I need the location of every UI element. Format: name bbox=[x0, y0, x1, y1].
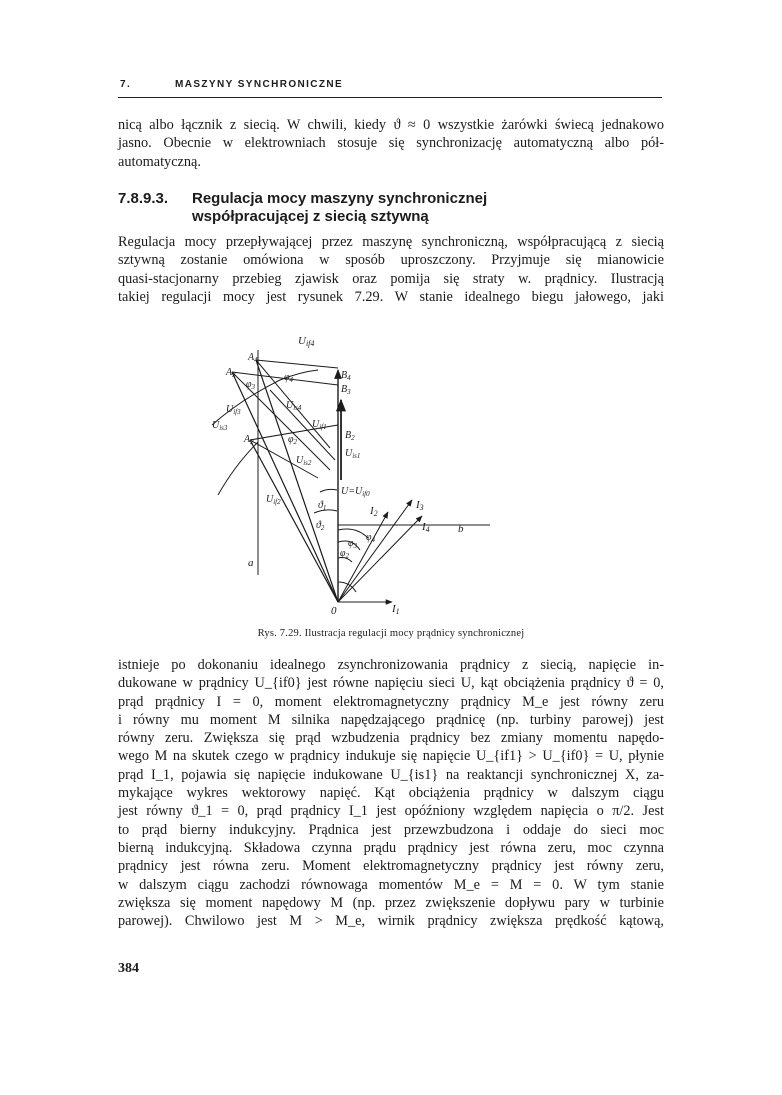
chapter-number: 7. bbox=[120, 79, 132, 90]
text-line: to prąd bierny indukcyjny. Prądnica jest przewzbudzona i oddaje do sieci moc bbox=[118, 821, 664, 838]
vector-Uis4 bbox=[256, 360, 338, 368]
label-Uis1: $U_{is1}$ bbox=[345, 448, 361, 460]
text-line: równy zeru. Zwiększa się prąd wzbudzenia prądnicy bez zmiany momentu napędo- bbox=[118, 730, 664, 747]
section-title-line-2: współpracującej z siecią sztywną bbox=[192, 208, 429, 225]
phasor-diagram bbox=[200, 330, 500, 625]
label-Uif1: $U_{if1}$ bbox=[312, 419, 327, 431]
label-I2: I2 bbox=[370, 505, 378, 518]
label-a: a bbox=[248, 557, 254, 569]
label-I1: I1 bbox=[392, 603, 400, 616]
text-line: bierną indukcyjną. Składowa czynna prądu prądnicy jest równa zeru, moc czynna bbox=[118, 839, 664, 856]
header-rule bbox=[118, 97, 662, 98]
text-line: Regulacja mocy przepływającej przez maszynę synchroniczną, współpracującą z siecią bbox=[118, 234, 664, 250]
section-heading bbox=[118, 190, 664, 226]
label-theta2: $ϑ_2$ bbox=[316, 520, 325, 532]
text-line: zwiększa się moment napędowy M (np. przez zwiększenie dopływu pary w turbinie bbox=[118, 894, 664, 911]
text-line: jest równy ϑ_1 = 0, prąd prądnicy I_1 jest opóźniony względem napięcia o π/2. Jest bbox=[118, 803, 664, 820]
label-B4: $B_4$ bbox=[341, 370, 351, 382]
body-paragraph bbox=[118, 656, 664, 930]
text-line: prąd I_1, pojawia się napięcie indukowane U_{is1} na reaktancji synchronicznej X, za- bbox=[118, 766, 664, 783]
arc-phi4 bbox=[338, 529, 368, 538]
intro-paragraph bbox=[118, 116, 664, 171]
text-line: i równy mu moment M silnika napędzającego prądnicę (np. turbiny parowej) jest bbox=[118, 711, 664, 728]
text-line: wego M na skutek czego w prądnicy indukuje się napięcie U_{if1} > U_{if0} = U, płynie bbox=[118, 748, 664, 765]
label-phi2: $\varphi_2$ bbox=[288, 434, 298, 446]
label-O: 0 bbox=[331, 605, 337, 617]
label-phi3-lower: $\varphi_3$ bbox=[348, 538, 358, 550]
text-line: parowej). Chwilowo jest M > M_e, wirnik prądnicy zwiększa prędkość kątową, bbox=[118, 913, 664, 930]
section-number: 7.8.9.3. bbox=[118, 190, 169, 207]
text-line: takiej regulacji mocy jest rysunek 7.29. W stanie idealnego biegu jałowego, jaki bbox=[118, 288, 664, 305]
locus-arc bbox=[212, 370, 318, 425]
label-Uis4: $U_{is4}$ bbox=[286, 400, 302, 412]
chapter-title: MASZYNY SYNCHRONICZNE bbox=[175, 79, 344, 90]
vector-Uif4 bbox=[256, 360, 338, 602]
locus-arc-lower bbox=[218, 442, 258, 495]
label-theta1: $ϑ_1$ bbox=[318, 500, 327, 512]
label-Uis2: $U_{is2}$ bbox=[296, 455, 312, 467]
text-line: automatyczną. bbox=[118, 153, 201, 170]
label-phi4-lower: $\varphi_4$ bbox=[366, 532, 376, 544]
text-line: jasno. Obecnie w elektrowniach stosuje się synchronizację automatyczną albo pół- bbox=[118, 135, 664, 152]
section-paragraph bbox=[118, 233, 664, 306]
label-A3: $A_3$ bbox=[226, 367, 236, 379]
label-phi3: $\varphi_3$ bbox=[246, 379, 256, 391]
label-A4: $A_4$ bbox=[248, 352, 258, 364]
text-line: nicą albo łącznik z siecią. W chwili, kiedy ϑ ≈ 0 wszystkie żarówki świecą jednakowo bbox=[118, 117, 664, 133]
label-B2: $B_2$ bbox=[345, 430, 355, 442]
label-Uif4: Uif4 bbox=[298, 335, 315, 348]
label-b: b bbox=[458, 523, 464, 535]
text-line: istnieje po dokonaniu idealnego zsynchronizowania prądnicy z siecią, napięcie in- bbox=[118, 657, 664, 673]
label-Uif2: $U_{if2}$ bbox=[266, 494, 281, 506]
label-Uif3: $U_{if3}$ bbox=[226, 404, 241, 416]
label-phi4: $\varphi_4$ bbox=[284, 372, 294, 384]
figure-caption: Rys. 7.29. Ilustracja regulacji mocy prądnicy synchronicznej bbox=[257, 628, 525, 639]
text-line: quasi-stacjonarny przebieg zjawisk oraz pomija się straty w. prądnicy. Ilustracją bbox=[118, 270, 664, 287]
label-phi2-lower: $\varphi_2$ bbox=[340, 548, 350, 560]
page-number: 384 bbox=[118, 961, 139, 976]
label-U-eq: $U=U_{if0}$ bbox=[341, 486, 370, 498]
text-line: prąd prądnicy I = 0, moment elektromagnetyczny prądnicy M_e jest równy zeru bbox=[118, 693, 664, 710]
text-line: sztywną zostanie omówiona w sposób uproszczony. Przyjmuje się mianowicie bbox=[118, 252, 664, 269]
label-B3: $B_3$ bbox=[341, 384, 351, 396]
text-line: mykające wykres wektorowy napięć. Kąt obciążenia prądnicy w dalszym ciągu bbox=[118, 785, 664, 802]
label-Uis3: $U_{is3}$ bbox=[212, 420, 228, 432]
label-I4: I4 bbox=[422, 521, 430, 534]
label-I3: I3 bbox=[416, 499, 424, 512]
text-line: prądnicy jest równa zeru. Moment elektromagnetyczny prądnicy jest równy zeru, bbox=[118, 858, 664, 875]
arc-theta1 bbox=[320, 489, 337, 492]
text-line: dukowane w prądnicy U_{if0} jest równe napięciu sieci U, kąt obciążenia prądnicy ϑ = 0, bbox=[118, 675, 664, 692]
section-title-line-1: Regulacja mocy maszyny synchronicznej bbox=[192, 190, 488, 207]
label-A2: $A_2$ bbox=[244, 434, 254, 446]
text-line: w dalszym ciągu zachodzi równowaga momentów M_e = M = 0. W tym stanie bbox=[118, 876, 664, 893]
